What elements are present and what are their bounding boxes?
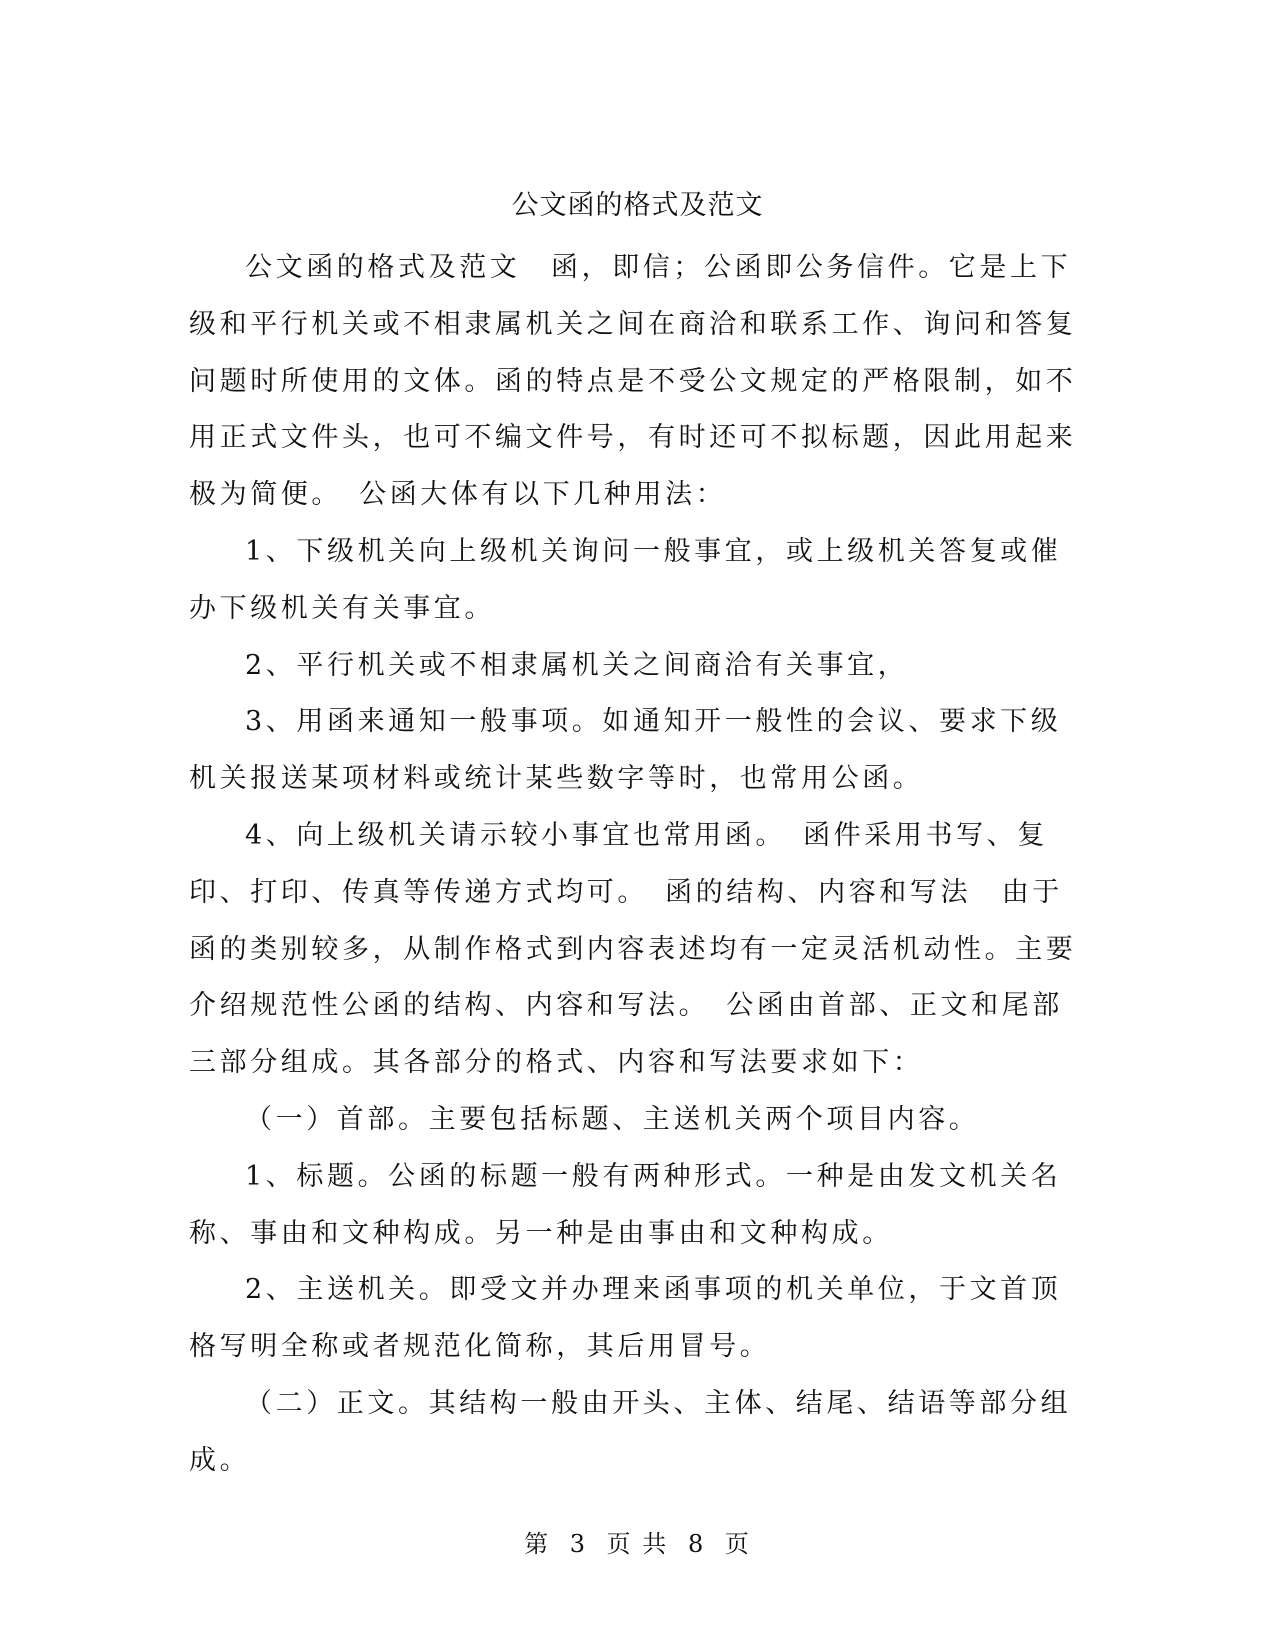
- page-footer: [0, 1528, 1275, 1560]
- paragraph-usage-1: 1、下级机关向上级机关询问一般事宜，或上级机关答复或催办下级机关有关事宜。: [189, 535, 1062, 624]
- footer-total-pages: 8: [687, 1530, 706, 1558]
- paragraph-intro: 公文函的格式及范文 函，即信；公函即公务信件。它是上下级和平行机关或不相隶属机关之间在商洽和联系工作、询问和答复问题时所使用的文体。函的特点是不受公文规定的严格限制，如不用正式文件头，也可不编文件号，有时还可不拟标题，因此用起来极为简便。 公函大体有以下几种用法：: [189, 252, 1077, 511]
- footer-suffix: 页: [724, 1530, 751, 1558]
- paragraph-recipient-item: 2、主送机关。即受文并办理来函事项的机关单位，于文首顶格写明全称或者规范化简称，其后用冒号。: [189, 1274, 1062, 1363]
- document-title: 公文函的格式及范文: [511, 190, 764, 221]
- paragraph-usage-3: 3、用函来通知一般事项。如通知开一般性的会议、要求下级机关报送某项材料或统计某些数字等时，也常用公函。: [189, 706, 1062, 795]
- paragraph-usage-4: 4、向上级机关请示较小事宜也常用函。 函件采用书写、复印、打印、传真等传递方式均可。 函的结构、内容和写法 由于函的类别较多，从制作格式到内容表述均有一定灵活机动性。主要介绍规范性公函的结构、内容和写法。 公函由首部、正文和尾部三部分组成。其各部分的格式、内容和写法要求如下：: [189, 819, 1077, 1079]
- footer-middle: 页 共: [606, 1530, 669, 1558]
- paragraph-section-header: （一）首部。主要包括标题、主送机关两个项目内容。: [245, 1103, 980, 1135]
- paragraph-section-body: （二）正文。其结构一般由开头、主体、结尾、结语等部分组成。: [189, 1387, 1072, 1476]
- paragraph-usage-2: 2、平行机关或不相隶属机关之间商洽有关事宜，: [245, 649, 909, 681]
- footer-prefix: 第: [524, 1530, 551, 1558]
- document-body: [189, 240, 1079, 1490]
- footer-page-number: 3: [569, 1530, 588, 1558]
- paragraph-title-item: 1、标题。公函的标题一般有两种形式。一种是由发文机关名称、事由和文种构成。另一种是由事由和文种构成。: [189, 1160, 1062, 1249]
